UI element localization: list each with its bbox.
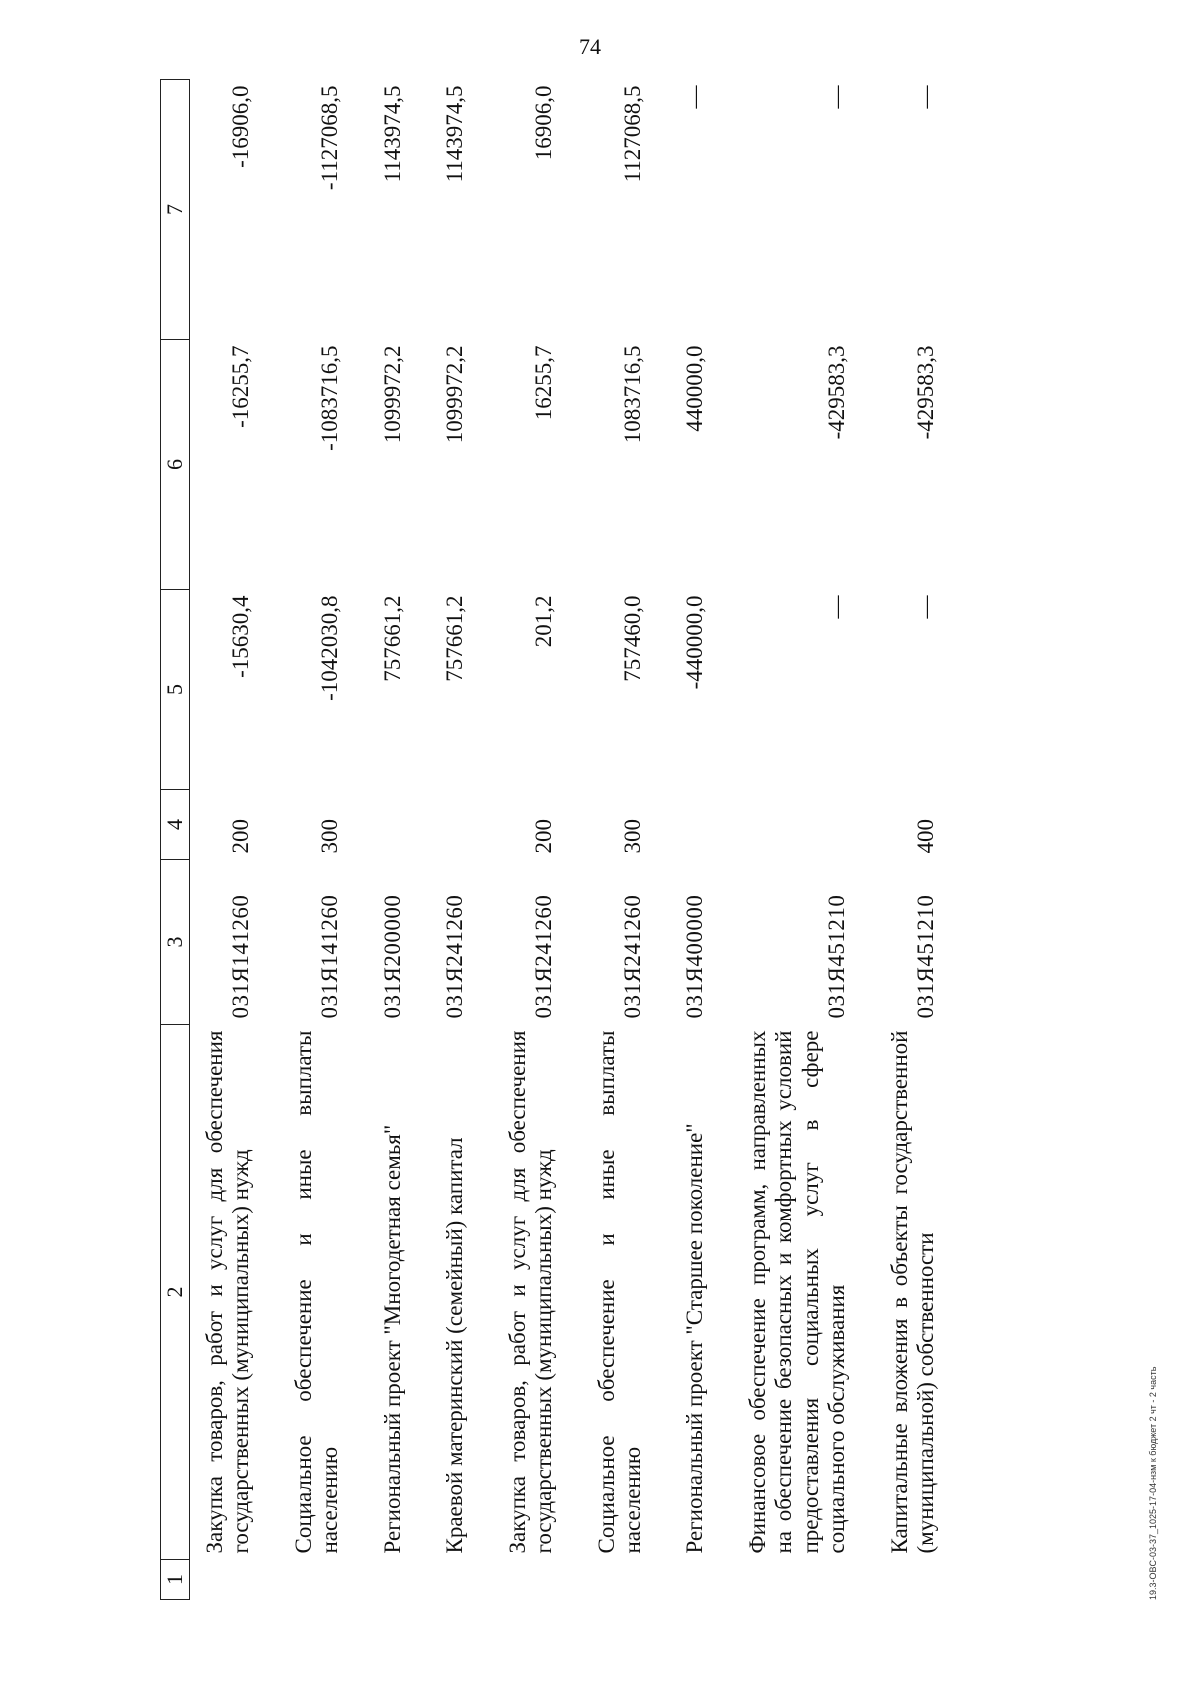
row-index-cell — [279, 1560, 368, 1600]
row-value-col5: 757460,0 — [619, 595, 645, 682]
row-value-col7: — — [824, 85, 850, 109]
row-value-col6: -1083716,5 — [317, 345, 343, 451]
budget-table — [160, 79, 963, 1600]
page-number: 74 — [579, 34, 601, 59]
table-row — [190, 80, 279, 1600]
table-row — [733, 80, 875, 1600]
row-name: Социальное обеспечение и иные выплаты населению — [290, 1030, 343, 1554]
header-row — [161, 80, 190, 1600]
row-type: 200 — [228, 819, 254, 854]
row-value-col6: -429583,3 — [824, 345, 850, 440]
row-index-cell — [875, 1560, 964, 1600]
footer-note: 19.3-OBC-03-37_1025-17-04-нзм к бюджет 2 чт - 2 часть — [1148, 1366, 1158, 1600]
row-value-col5: — — [913, 595, 938, 619]
row-value-col6: 1099972,2 — [442, 345, 468, 444]
row-type — [670, 790, 732, 860]
table-row — [582, 80, 671, 1600]
row-value-col5: -15630,4 — [228, 595, 254, 678]
table-row — [430, 80, 492, 1600]
row-type: 400 — [913, 819, 938, 854]
column-header-1: 1 — [161, 1560, 190, 1600]
row-value-col7: 1143974,5 — [442, 85, 468, 183]
row-value-col5: 757661,2 — [379, 595, 405, 682]
row-value-col6: -16255,7 — [228, 345, 254, 428]
row-code: 031Я200000 — [379, 894, 405, 1019]
row-code: 031Я241260 — [619, 894, 645, 1019]
row-code: 031Я451210 — [913, 894, 938, 1019]
row-type: 300 — [317, 819, 343, 854]
table-row — [670, 80, 732, 1600]
row-type: 200 — [531, 819, 557, 854]
row-index-cell — [582, 1560, 671, 1600]
column-header-6: 6 — [161, 340, 190, 590]
table-body — [190, 80, 964, 1600]
row-type — [733, 790, 875, 860]
row-value-col7: — — [913, 85, 938, 109]
row-index-cell — [368, 1560, 430, 1600]
row-name: Закупка товаров, работ и услуг для обеспечения государственных (муниципальных) нужд — [504, 1030, 557, 1554]
row-name: Финансовое обеспечение программ, направленных на обеспечение безопасных и комфортных условий предоставления социальных услуг в сфере социального обслуживания — [744, 1030, 850, 1554]
row-value-col5: -440000,0 — [682, 595, 708, 690]
row-index-cell — [190, 1560, 279, 1600]
row-value-col7: — — [682, 85, 708, 109]
row-value-col6: 1099972,2 — [379, 345, 405, 444]
row-value-col5: 201,2 — [531, 595, 557, 648]
row-value-col6: -429583,3 — [913, 345, 938, 440]
row-value-col5: -1042030,8 — [317, 595, 343, 701]
row-value-col6: 440000,0 — [682, 345, 708, 432]
row-code: 031Я241260 — [531, 894, 557, 1019]
row-index-cell — [733, 1560, 875, 1600]
row-value-col7: -1127068,5 — [317, 85, 343, 191]
row-type — [368, 790, 430, 860]
row-name: Региональный проект "Старшее поколение" — [682, 1123, 708, 1554]
row-value-col7: 16906,0 — [531, 85, 557, 161]
row-type: 300 — [619, 819, 645, 854]
row-index-cell — [430, 1560, 492, 1600]
row-value-col5: 757661,2 — [442, 595, 468, 682]
table-row — [368, 80, 430, 1600]
row-type — [430, 790, 492, 860]
row-name: Краевой материнский (семейный) капитал — [442, 1137, 468, 1554]
row-name: Региональный проект "Многодетная семья" — [379, 1124, 405, 1554]
row-name: Закупка товаров, работ и услуг для обеспечения государственных (муниципальных) нужд — [202, 1030, 254, 1554]
row-value-col5: — — [824, 595, 850, 619]
column-header-3: 3 — [161, 860, 190, 1025]
row-value-col7: 1127068,5 — [619, 85, 645, 183]
row-code: 031Я141260 — [228, 894, 254, 1019]
table-row — [279, 80, 368, 1600]
row-name: Капитальные вложения в объекты государственной (муниципальной) собственности — [886, 1030, 938, 1554]
row-code: 031Я241260 — [442, 894, 468, 1019]
table-row — [493, 80, 582, 1600]
row-code: 031Я141260 — [317, 894, 343, 1019]
row-index-cell — [493, 1560, 582, 1600]
column-header-4: 4 — [161, 790, 190, 860]
column-header-7: 7 — [161, 80, 190, 340]
table-row — [875, 80, 964, 1600]
row-code: 031Я451210 — [824, 894, 850, 1019]
column-header-5: 5 — [161, 590, 190, 790]
row-value-col7: -16906,0 — [228, 85, 254, 168]
row-value-col6: 16255,7 — [531, 345, 557, 421]
row-code: 031Я400000 — [682, 894, 708, 1019]
row-index-cell — [670, 1560, 732, 1600]
row-value-col6: 1083716,5 — [619, 345, 645, 444]
rotated-table-container — [160, 80, 1140, 1600]
column-header-2: 2 — [161, 1025, 190, 1560]
row-name: Социальное обеспечение и иные выплаты населению — [593, 1030, 645, 1554]
row-value-col7: 1143974,5 — [379, 85, 405, 183]
